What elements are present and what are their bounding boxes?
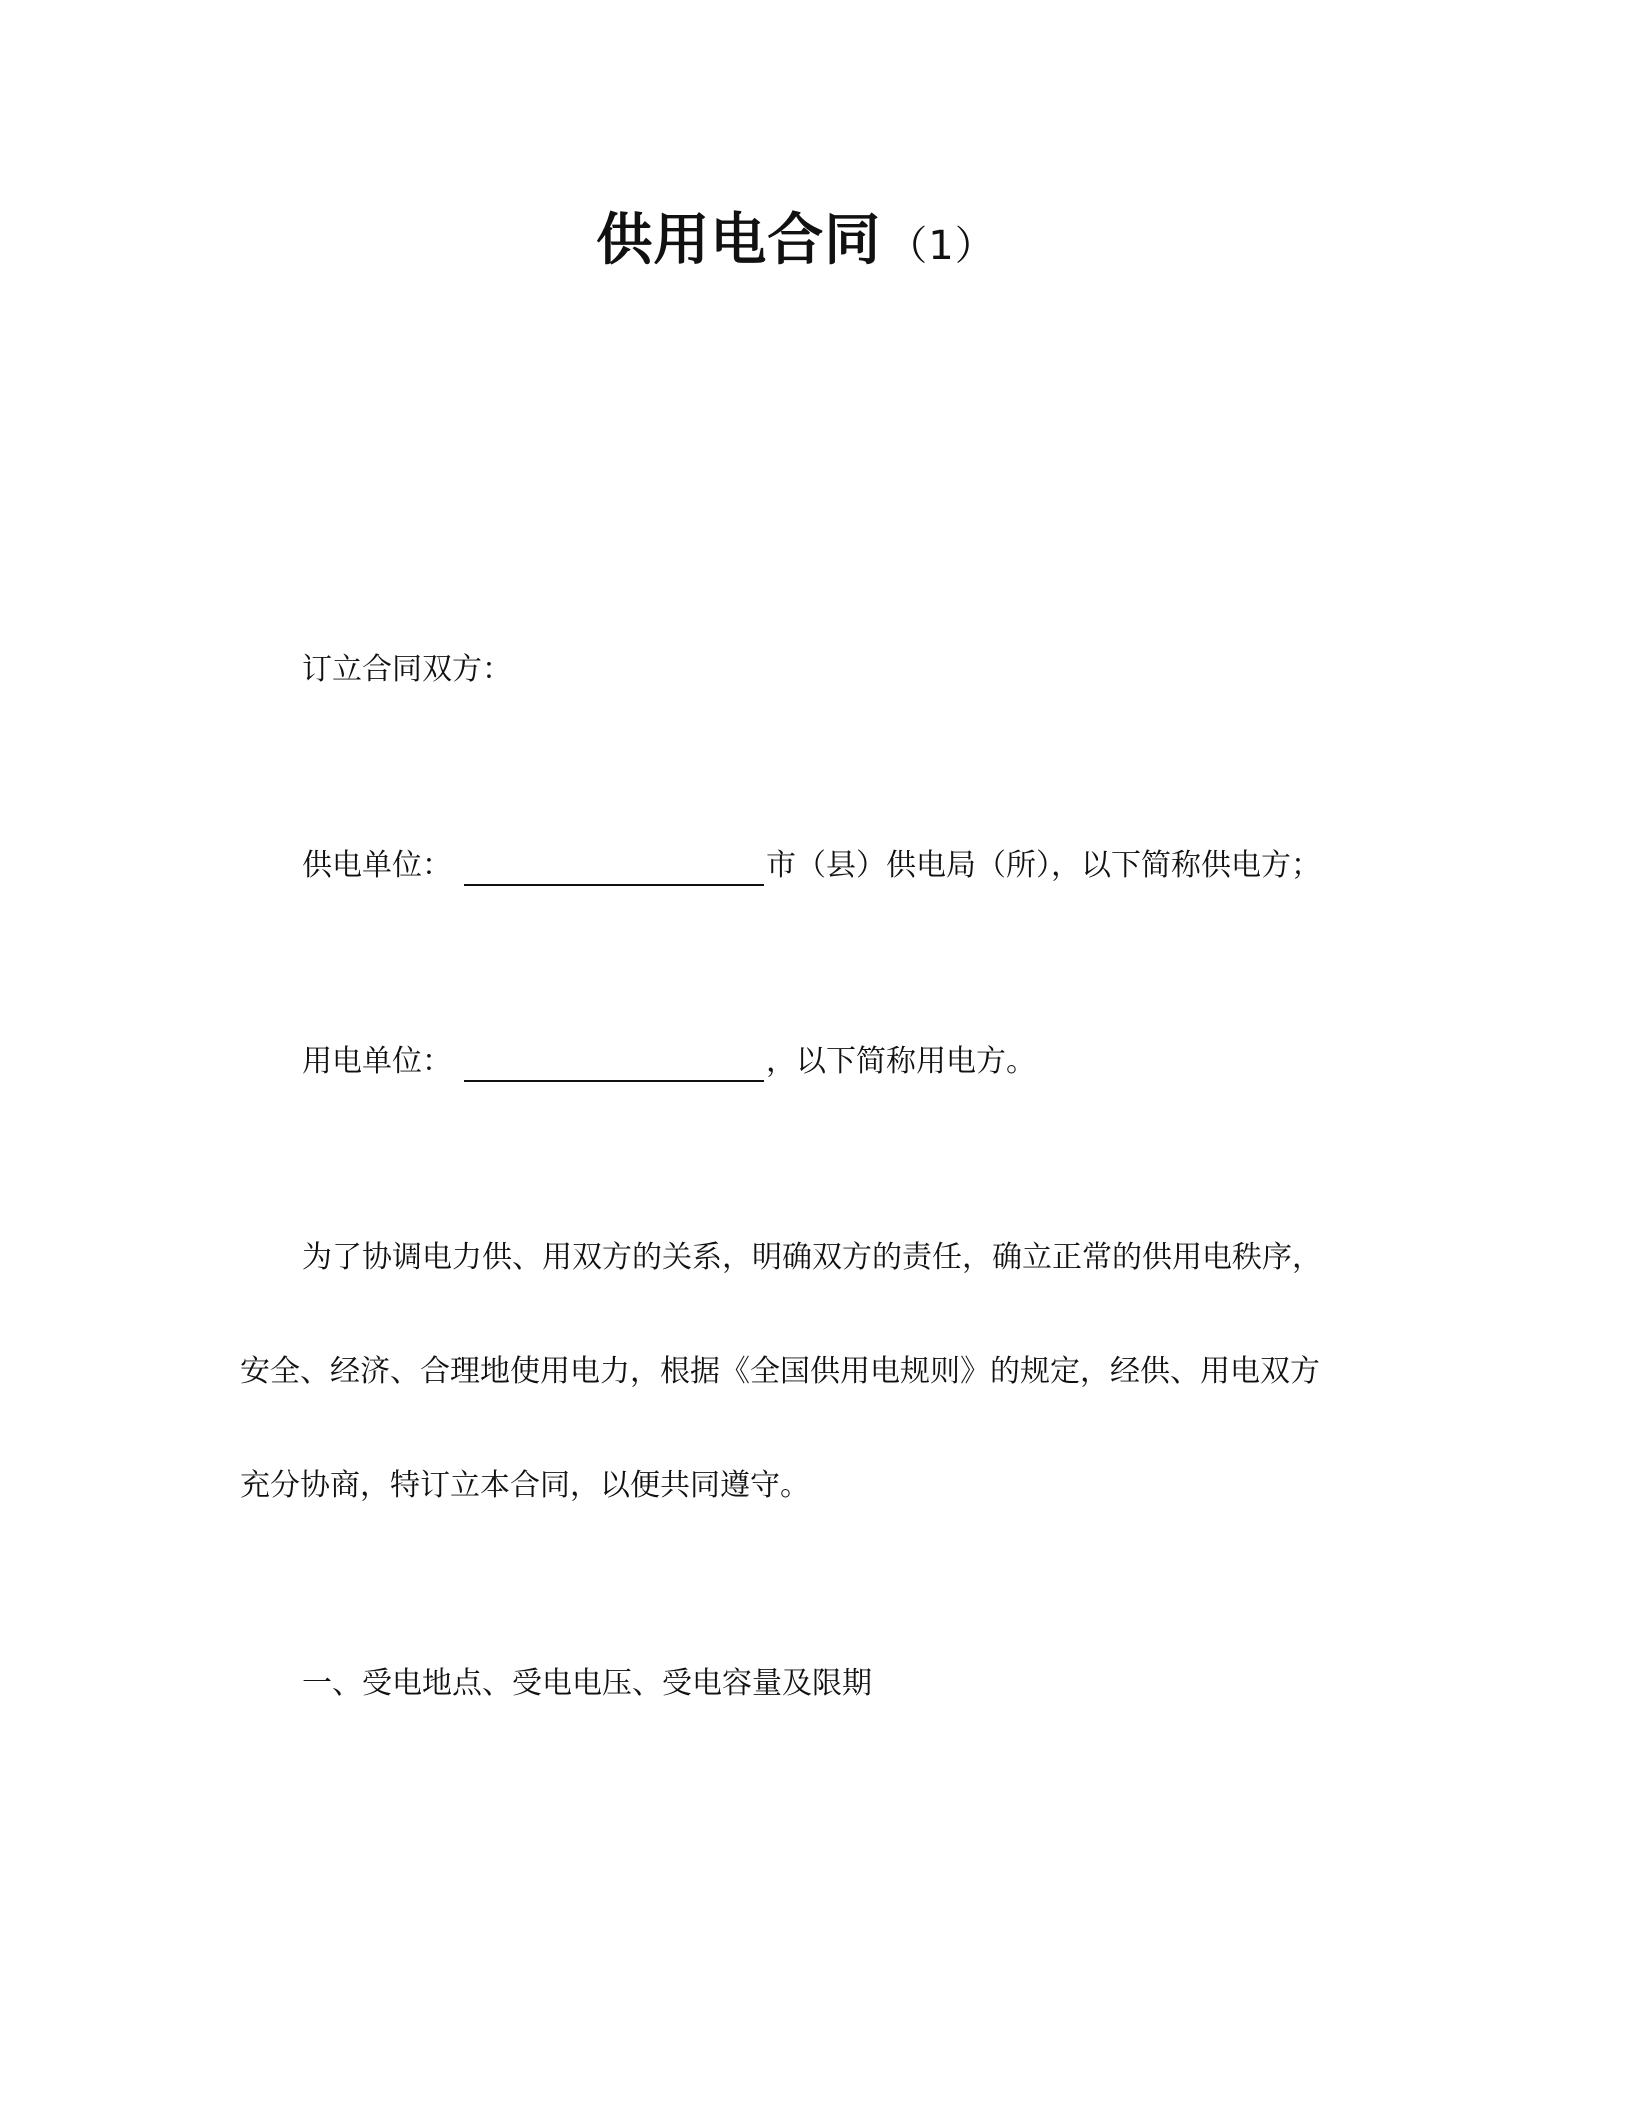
supplier-blank-field[interactable] (464, 846, 764, 886)
preamble-line-2: 安全、经济、合理地使用电力，根据《全国供用电规则》的规定，经供、用电双方 (240, 1354, 1320, 1389)
preamble-line-1: 为了协调电力供、用双方的关系，明确双方的责任，确立正常的供用电秩序， (302, 1240, 1322, 1275)
consumer-blank-field[interactable] (464, 1042, 764, 1082)
consumer-line (302, 1042, 1036, 1082)
document-title (0, 196, 1592, 276)
parties-heading: 订立合同双方： (302, 652, 512, 687)
consumer-suffix: ，以下简称用电方。 (766, 1044, 1036, 1079)
consumer-label: 用电单位： (302, 1044, 452, 1079)
supplier-line (302, 846, 1321, 886)
title-text: 供用电合同 (596, 208, 882, 273)
supplier-label: 供电单位： (302, 848, 452, 883)
section-1-heading: 一、受电地点、受电电压、受电容量及限期 (302, 1666, 872, 1701)
supplier-suffix: 市（县）供电局（所），以下简称供电方； (766, 848, 1321, 883)
title-suffix: （1） (887, 223, 996, 269)
preamble-line-3: 充分协商，特订立本合同，以便共同遵守。 (240, 1468, 810, 1503)
